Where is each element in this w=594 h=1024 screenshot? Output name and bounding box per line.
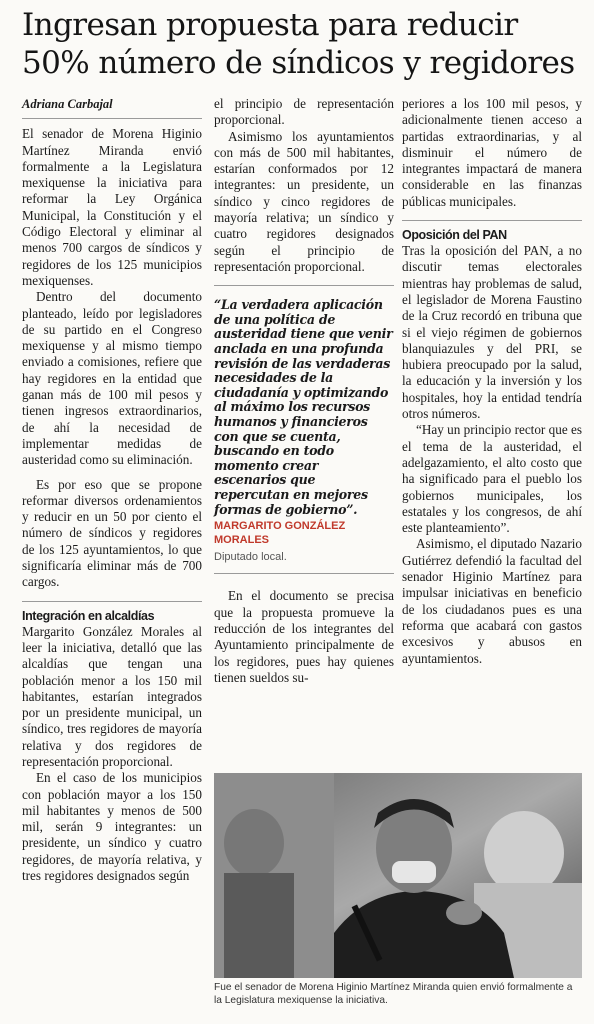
column-3 [402, 96, 582, 667]
pull-quote-role: Diputado local. [214, 547, 394, 574]
pull-quote-author: MARGARITO GONZÁLEZ MORALES [214, 520, 346, 547]
column-1 [22, 96, 202, 884]
headline-line-2: 50% número de síndicos y regidores [22, 45, 575, 81]
headline [22, 6, 582, 82]
intro-paragraph-3: Es por eso que se propone reformar diversos ordenamientos y reducir en un 50 por ciento el número de síndicos y regidores de los 125 ayuntamientos, lo que significaría eliminar más de 700 cargos. [22, 476, 202, 590]
section2-paragraph-3: Asimismo, el diputado Nazario Gutiérrez defendió la facultad del senador Higinio Martínez para impulsar iniciativas en beneficio de los ciudadanos pues es una reforma que acabará con gastos excesivos y abusos en ayuntamientos. [402, 536, 582, 666]
section1-paragraph-1: Margarito González Morales al leer la iniciativa, detalló que las alcaldías que tengan una población menor a los 150 mil habitantes, estarían integrados por un presidente municipal, un síndico, tres regidores de mayoría relativa y dos regidores de representación proporcional. [22, 623, 202, 769]
article-photo [214, 773, 582, 978]
headline-line-1: Ingresan propuesta para reducir [22, 7, 518, 43]
section2-paragraph-1: Tras la oposición del PAN, a no discutir temas electorales mientras hay problemas de salud, el legislador de Morena Faustino de la Cruz recordó en tribuna que si el viejo régimen de gobiernos blanquiazules y del PRI, se hubiera preocupado por la salud, la educación y la inversión y los hospitales, hoy la entidad tendría otros números. [402, 243, 582, 422]
section1-paragraph-2: En el caso de los municipios con población mayor a los 150 mil habitantes y menos de 500 mil, serán 9 integrantes: un presidente, un síndico y cuatro regidores, de mayoría relativa, y tres regidores designados según [22, 770, 202, 884]
pull-quote-text: “La verdadera aplicación de una política de austeridad tiene que venir anclada en una profunda revisión de las verdaderas necesidades de la ciudadanía y optimizando al máximo los recursos humanos y financieros con que se cuenta, buscando en todo momento crear escenarios que repercutan en mejores formas de gobierno”. [214, 297, 393, 517]
intro-paragraph-1: El senador de Morena Higinio Martínez Miranda envió formalmente a la Legislatura mexiquense la iniciativa para reformar la Ley Orgánica Municipal, la Constitución y el Código Electoral y eliminar al menos 700 cargos de síndicos y regidores de los 125 municipios mexiquenses. [22, 126, 202, 288]
pull-quote [214, 285, 394, 574]
section1-paragraph-3: Asimismo los ayuntamientos con más de 500 mil habitantes, estarían conformados por 12 integrantes: un presidente, un síndico y cinco regidores de mayoría relativa; un síndico y cuatro regidores designados según el principio de representación proporcional. [214, 128, 394, 274]
byline: Adriana Carbajal [22, 96, 202, 119]
section-heading-oposicion: Oposición del PAN [402, 220, 582, 243]
section1-paragraph-2-continued: el principio de representación proporcional. [214, 96, 394, 128]
intro-paragraph-2: Dentro del documento planteado, leído por legisladores de su partido en el Congreso mexiquense y al mismo tiempo enviado a comisiones, refiere que hay regidores en la entidad que ganan más de 100 mil pesos y tienen ingresos extraordinarios, de ahí la necesidad de implementar medidas de austeridad como su eliminación. [22, 289, 202, 468]
paragraph-4: En el documento se precisa que la propuesta promueve la reducción de los integrantes del Ayuntamiento principalmente de los regidores, pues hay quienes tienen sueldos su- [214, 588, 394, 685]
column-2 [214, 96, 394, 686]
section2-paragraph-2: “Hay un principio rector que es el tema de la austeridad, el adelgazamiento, el alto costo que ha significado para el pueblo los gobiernos municipales, los estatales y los congresos, de ahí este planteamiento”. [402, 422, 582, 536]
paragraph-4-continued: periores a los 100 mil pesos, y adicionalmente tienen acceso a partidas extraordinarias, y al disminuir el número de integrantes impactará de manera considerable en las finanzas públicas municipales. [402, 96, 582, 209]
photo-caption: Fue el senador de Morena Higinio Martínez Miranda quien envió formalmente a la Legislatura mexiquense la iniciativa. [214, 982, 573, 1006]
section-heading-integracion: Integración en alcaldías [22, 601, 202, 624]
photo-illustration [214, 773, 582, 978]
